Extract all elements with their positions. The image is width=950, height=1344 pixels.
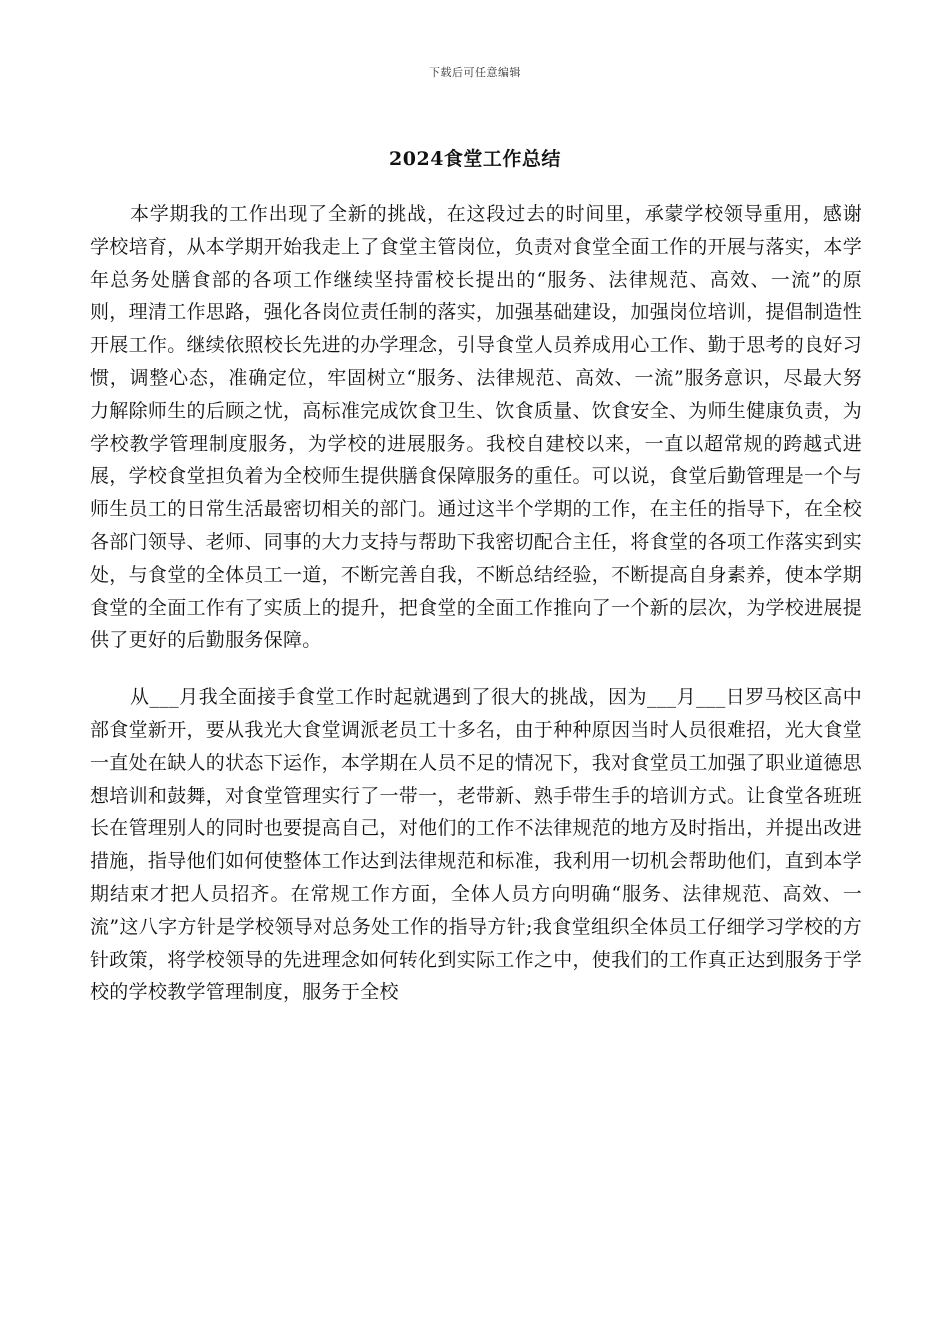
paragraph: 从___月我全面接手食堂工作时起就遇到了很大的挑战，因为___月___日罗马校区高中部食堂新开，要从我光大食堂调派老员工十多名，由于种种原因当时人员很难招，光大食堂一直处在缺人的状态下运作，本学期在人员不足的情况下，我对食堂员工加强了职业道德思想培训和鼓舞，对食堂管理实行了一带一，老带新、熟手带生手的培训方式。让食堂各班班长在管理别人的同时也要提高自己，对他们的工作不法律规范的地方及时指出，并提出改进措施，指导他们如何使整体工作达到法律规范和标准，我利用一切机会帮助他们，直到本学期结束才把人员招齐。在常规工作方面，全体人员方向明确“服务、法律规范、高效、一流”这八字方针是学校领导对总务处工作的指导方针;我食堂组织全体员工仔细学习学校的方针政策，将学校领导的先进理念如何转化到实际工作之中，使我们的工作真正达到服务于学校的学校教学管理制度，服务于全校 (90, 686, 863, 1004)
document-body (90, 198, 862, 1009)
document-title: 2024食堂工作总结 (389, 148, 561, 170)
header-note: 下载后可任意编辑 (429, 66, 521, 79)
paragraph: 本学期我的工作出现了全新的挑战，在这段过去的时间里，承蒙学校领导重用，感谢学校培育，从本学期开始我走上了食堂主管岗位，负责对食堂全面工作的开展与落实，本学年总务处膳食部的各项工作继续坚持雷校长提出的“服务、法律规范、高效、一流”的原则，理清工作思路，强化各岗位责任制的落实，加强基础建设，加强岗位培训，提倡制造性开展工作。继续依照校长先进的办学理念，引导食堂人员养成用心工作、勤于思考的良好习惯，调整心态，准确定位，牢固树立“服务、法律规范、高效、一流”服务意识，尽最大努力解除师生的后顾之忧，高标准完成饮食卫生、饮食质量、饮食安全、为师生健康负责，为学校教学管理制度服务，为学校的进展服务。我校自建校以来，一直以超常规的跨越式进展，学校食堂担负着为全校师生提供膳食保障服务的重任。可以说，食堂后勤管理是一个与师生员工的日常生活最密切相关的部门。通过这半个学期的工作，在主任的指导下，在全校各部门领导、老师、同事的大力支持与帮助下我密切配合主任，将食堂的各项工作落实到实处，与食堂的全体员工一道，不断完善自我，不断总结经验，不断提高自身素养，使本学期食堂的全面工作有了实质上的提升，把食堂的全面工作推向了一个新的层次，为学校进展提供了更好的后勤服务保障。 (90, 203, 863, 652)
